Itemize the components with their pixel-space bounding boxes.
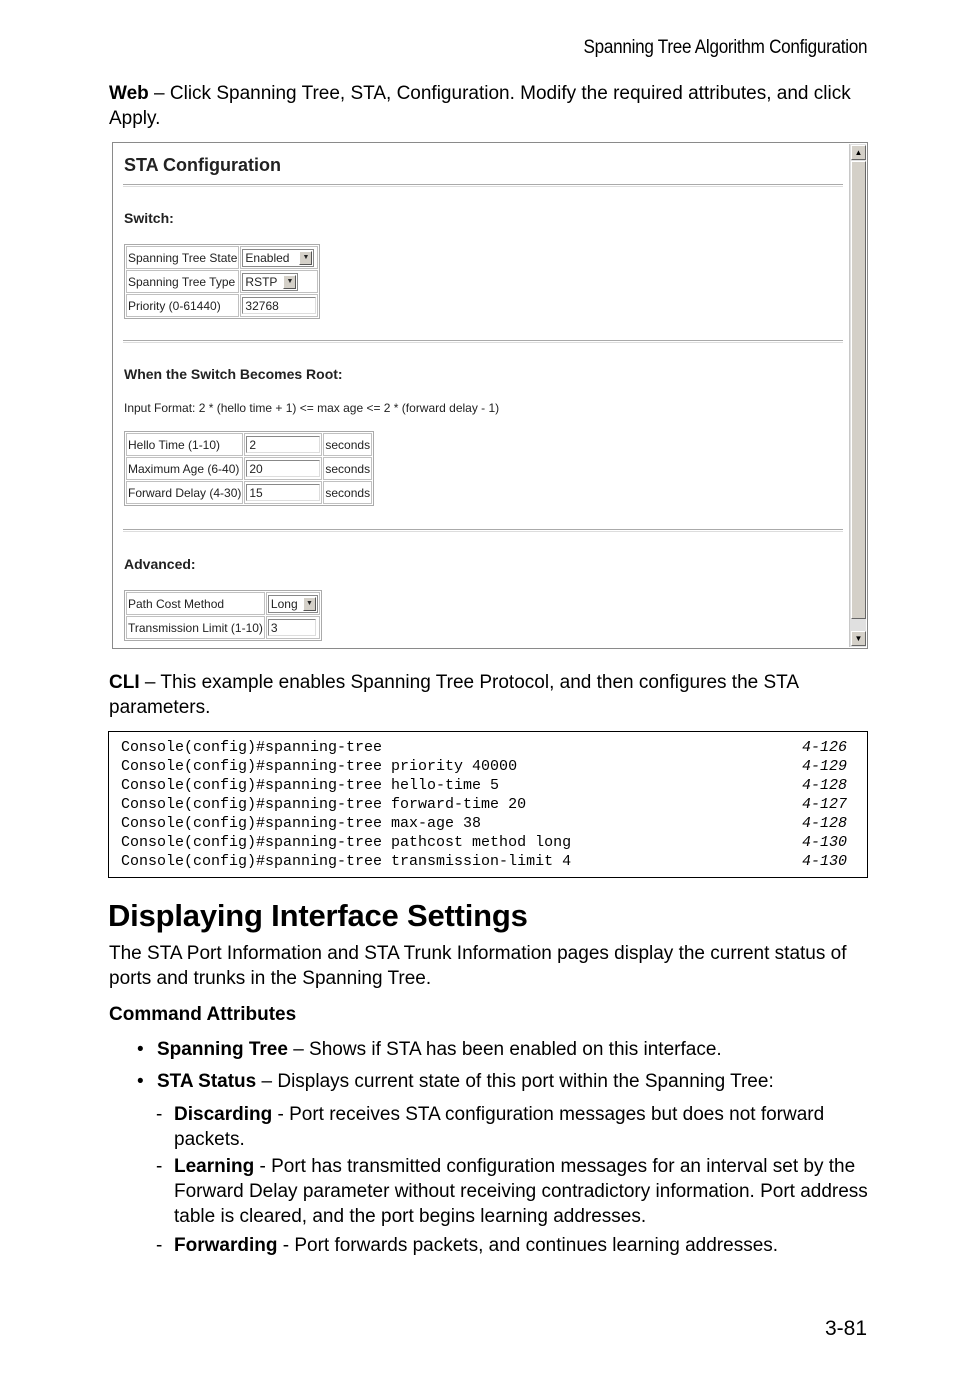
list-item — [137, 1069, 869, 1094]
advanced-settings-table — [124, 590, 322, 641]
web-instruction-text: – Click Spanning Tree, STA, Configuration. Modify the required attributes, and click Apply. — [109, 83, 851, 129]
cli-instruction-text: – This example enables Spanning Tree Protocol, and then configures the STA parameters. — [109, 672, 798, 718]
hello-time-unit: seconds — [323, 433, 372, 456]
max-age-input[interactable]: 20 — [246, 460, 320, 477]
cli-page-ref: 4-129 — [801, 758, 847, 775]
cli-line — [121, 814, 847, 833]
divider — [123, 529, 843, 531]
priority-label: Priority (0-61440) — [126, 294, 239, 317]
transmission-limit-input[interactable]: 3 — [268, 619, 316, 636]
forward-delay-input[interactable]: 15 — [246, 484, 320, 501]
dash-icon: - — [156, 1235, 163, 1256]
divider — [123, 340, 843, 342]
max-age-label: Maximum Age (6-40) — [126, 457, 243, 480]
cli-command: Console(config)#spanning-tree forward-time 20 — [121, 796, 527, 813]
list-item-text: – Displays current state of this port within the Spanning Tree: — [256, 1071, 774, 1092]
path-cost-method-value: Long — [270, 596, 298, 611]
hello-time-input[interactable]: 2 — [246, 436, 320, 453]
cli-line — [121, 852, 847, 871]
cli-page-ref: 4-128 — [801, 815, 847, 832]
dash-icon: - — [156, 1156, 163, 1177]
dash-icon: - — [156, 1104, 163, 1125]
spanning-tree-type-label: Spanning Tree Type — [126, 270, 239, 293]
sub-item-term: Learning — [174, 1156, 255, 1177]
sub-list-item — [156, 1233, 869, 1258]
list-item-term: STA Status — [157, 1071, 257, 1092]
list-item — [137, 1037, 869, 1062]
chevron-down-icon: ▼ — [283, 275, 296, 289]
sub-list-item — [156, 1154, 869, 1229]
sub-item-text: - Port receives STA configuration messages but does not forward packets. — [174, 1104, 825, 1150]
path-cost-method-select[interactable] — [268, 595, 318, 613]
cli-command: Console(config)#spanning-tree — [121, 739, 383, 756]
root-timers-table — [124, 431, 374, 506]
forward-delay-label: Forward Delay (4-30) — [126, 481, 243, 504]
sta-config-title: STA Configuration — [124, 155, 281, 175]
cli-label: CLI — [109, 672, 140, 693]
switch-settings-table — [124, 244, 320, 319]
web-instruction — [109, 81, 869, 131]
list-item-text: – Shows if STA has been enabled on this interface. — [287, 1039, 722, 1060]
cli-page-ref: 4-128 — [801, 777, 847, 794]
scroll-up-icon[interactable]: ▲ — [851, 145, 866, 160]
sub-item-term: Forwarding — [174, 1235, 278, 1256]
cli-line — [121, 757, 847, 776]
cli-page-ref: 4-130 — [801, 834, 847, 851]
cli-page-ref: 4-126 — [801, 739, 847, 756]
cli-command: Console(config)#spanning-tree priority 40000 — [121, 758, 518, 775]
priority-input[interactable]: 32768 — [242, 297, 316, 314]
transmission-limit-label: Transmission Limit (1-10) — [126, 616, 265, 639]
max-age-unit: seconds — [323, 457, 372, 480]
scrollbar-thumb[interactable] — [851, 161, 866, 619]
cli-command: Console(config)#spanning-tree pathcost method long — [121, 834, 572, 851]
path-cost-method-label: Path Cost Method — [126, 592, 265, 615]
bullet-icon: • — [137, 1039, 144, 1060]
page-number: 3-81 — [824, 1317, 867, 1340]
forward-delay-unit: seconds — [323, 481, 372, 504]
switch-heading: Switch: — [124, 210, 174, 226]
cli-command: Console(config)#spanning-tree max-age 38 — [121, 815, 482, 832]
scroll-down-icon[interactable]: ▼ — [851, 631, 866, 646]
spanning-tree-state-label: Spanning Tree State — [126, 246, 239, 269]
bullet-icon: • — [137, 1071, 144, 1092]
spanning-tree-state-value: Enabled — [245, 250, 290, 265]
root-heading: When the Switch Becomes Root: — [124, 366, 343, 382]
cli-instruction — [109, 670, 869, 720]
cli-page-ref: 4-130 — [801, 853, 847, 870]
cli-command: Console(config)#spanning-tree transmission-limit 4 — [121, 853, 572, 870]
hello-time-label: Hello Time (1-10) — [126, 433, 243, 456]
cli-line — [121, 738, 847, 757]
sub-list-item — [156, 1102, 869, 1152]
sub-item-text: - Port forwards packets, and continues learning addresses. — [277, 1235, 779, 1256]
chevron-down-icon: ▼ — [299, 251, 312, 265]
section-intro: The STA Port Information and STA Trunk Information pages display the current status of ports and trunks in the Spanning Tree. — [109, 943, 847, 989]
cli-command: Console(config)#spanning-tree hello-time 5 — [121, 777, 500, 794]
list-item-term: Spanning Tree — [157, 1039, 288, 1060]
sta-config-screenshot — [112, 142, 868, 649]
spanning-tree-type-value: RSTP — [245, 274, 278, 289]
spanning-tree-state-select[interactable] — [242, 249, 314, 267]
cli-page-ref: 4-127 — [801, 796, 847, 813]
sub-item-text: - Port has transmitted configuration messages for an interval set by the Forward Delay parameter without receiving contradictory information. Port address table is cleared, and the port begins learning addresses. — [174, 1156, 868, 1227]
cli-line — [121, 795, 847, 814]
cli-line — [121, 776, 847, 795]
divider — [123, 184, 843, 186]
advanced-heading: Advanced: — [124, 556, 196, 572]
command-attributes-heading: Command Attributes — [109, 1004, 297, 1025]
section-heading: Displaying Interface Settings — [108, 898, 528, 933]
vertical-scrollbar[interactable] — [849, 144, 866, 647]
cli-line — [121, 833, 847, 852]
sub-item-term: Discarding — [174, 1104, 273, 1125]
input-format-note: Input Format: 2 * (hello time + 1) <= max age <= 2 * (forward delay - 1) — [124, 401, 500, 415]
running-header: Spanning Tree Algorithm Configuration — [583, 37, 867, 58]
spanning-tree-type-select[interactable] — [242, 273, 298, 291]
cli-code-block — [108, 731, 868, 878]
web-label: Web — [109, 83, 149, 104]
chevron-down-icon: ▼ — [303, 597, 316, 611]
